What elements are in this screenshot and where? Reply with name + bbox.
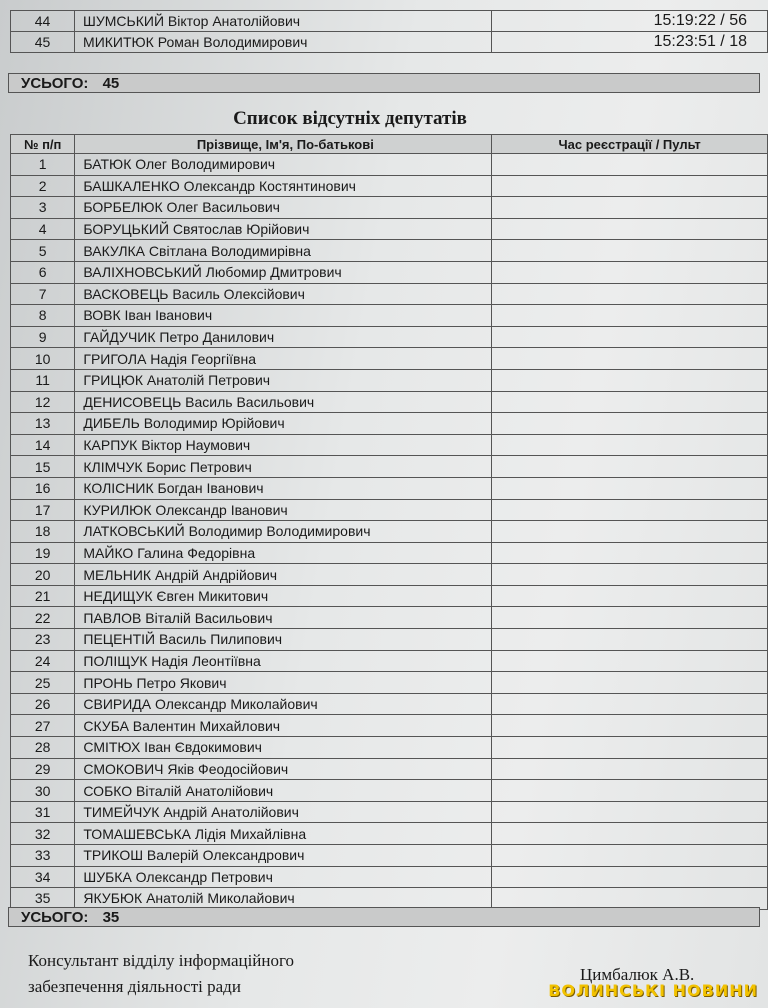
row-name: ГРИГОЛА Надія Георгіївна [75, 348, 492, 370]
row-name: ПАВЛОВ Віталій Васильович [75, 607, 492, 629]
row-number: 16 [11, 477, 75, 499]
absent-row [11, 175, 768, 197]
row-time [492, 154, 768, 176]
row-name: ТИМЕЙЧУК Андрій Анатолійович [75, 801, 492, 823]
row-time [492, 737, 768, 759]
row-time [492, 823, 768, 845]
row-time [492, 175, 768, 197]
absent-row [11, 197, 768, 219]
row-number: 28 [11, 737, 75, 759]
absent-row [11, 261, 768, 283]
row-name: ЯКУБЮК Анатолій Миколайович [75, 888, 492, 910]
absent-total-label: УСЬОГО: [21, 909, 89, 926]
row-time [492, 650, 768, 672]
absent-total [8, 907, 760, 927]
row-time [492, 240, 768, 262]
absent-row [11, 758, 768, 780]
row-name: БОРУЦЬКИЙ Святослав Юрійович [75, 218, 492, 240]
absent-row [11, 672, 768, 694]
row-number: 23 [11, 629, 75, 651]
row-time: 15:23:51 / 18 [491, 32, 767, 53]
row-time [492, 218, 768, 240]
row-time [492, 758, 768, 780]
registered-table-tail [10, 10, 768, 53]
absent-row [11, 542, 768, 564]
row-number: 31 [11, 801, 75, 823]
signature-name: Цимбалюк А.В. [580, 965, 695, 984]
row-number: 6 [11, 261, 75, 283]
row-time [492, 542, 768, 564]
row-number: 22 [11, 607, 75, 629]
row-name: ТРИКОШ Валерій Олександрович [75, 845, 492, 867]
absent-row [11, 823, 768, 845]
row-number: 19 [11, 542, 75, 564]
row-name: БАШКАЛЕНКО Олександр Костянтинович [75, 175, 492, 197]
row-number: 20 [11, 564, 75, 586]
signature-position-line1: Консультант відділу інформаційного [28, 951, 295, 970]
row-name: ШУМСЬКИЙ Віктор Анатолійович [75, 11, 492, 32]
row-time [492, 369, 768, 391]
absent-row [11, 801, 768, 823]
row-time [492, 564, 768, 586]
row-time [492, 434, 768, 456]
absent-row [11, 564, 768, 586]
row-time [492, 305, 768, 327]
row-time [492, 715, 768, 737]
registered-row [11, 32, 768, 53]
row-name: ВАСКОВЕЦЬ Василь Олексійович [75, 283, 492, 305]
row-number: 30 [11, 780, 75, 802]
header-time: Час реєстрації / Пульт [492, 135, 768, 154]
absent-row [11, 521, 768, 543]
absent-row [11, 629, 768, 651]
row-number: 27 [11, 715, 75, 737]
header-num: № п/п [11, 135, 75, 154]
row-number: 2 [11, 175, 75, 197]
signature-position-line2: забезпечення діяльності ради [28, 977, 241, 996]
row-time [492, 607, 768, 629]
row-number: 5 [11, 240, 75, 262]
absent-row [11, 348, 768, 370]
row-time [492, 197, 768, 219]
absent-row [11, 305, 768, 327]
row-time [492, 456, 768, 478]
absent-row [11, 477, 768, 499]
row-number: 12 [11, 391, 75, 413]
row-name: ВОВК Іван Іванович [75, 305, 492, 327]
row-number: 35 [11, 888, 75, 910]
row-name: СВИРИДА Олександр Миколайович [75, 693, 492, 715]
row-number: 4 [11, 218, 75, 240]
row-name: ВАЛІХНОВСЬКИЙ Любомир Дмитрович [75, 261, 492, 283]
row-time [492, 413, 768, 435]
row-name: МИКИТЮК Роман Володимирович [75, 32, 492, 53]
row-number: 17 [11, 499, 75, 521]
row-number: 33 [11, 845, 75, 867]
row-name: ДИБЕЛЬ Володимир Юрійович [75, 413, 492, 435]
row-number: 14 [11, 434, 75, 456]
row-time [492, 283, 768, 305]
absent-table-header [11, 135, 768, 154]
row-name: ВАКУЛКА Світлана Володимирівна [75, 240, 492, 262]
row-name: КОЛІСНИК Богдан Іванович [75, 477, 492, 499]
row-name: ПОЛІЩУК Надія Леонтіївна [75, 650, 492, 672]
absent-row [11, 866, 768, 888]
row-time [492, 629, 768, 651]
row-time [492, 348, 768, 370]
row-number: 15 [11, 456, 75, 478]
row-number: 45 [11, 32, 75, 53]
absent-row [11, 326, 768, 348]
absent-row [11, 650, 768, 672]
row-name: ШУБКА Олександр Петрович [75, 866, 492, 888]
absent-list-title: Список відсутніх депутатів [233, 108, 467, 129]
row-name: СМІТЮХ Іван Євдокимович [75, 737, 492, 759]
registered-row [11, 11, 768, 32]
row-number: 3 [11, 197, 75, 219]
row-number: 13 [11, 413, 75, 435]
row-name: МЕЛЬНИК Андрій Андрійович [75, 564, 492, 586]
absent-row [11, 283, 768, 305]
absent-row [11, 499, 768, 521]
registered-total-value: 45 [102, 75, 120, 92]
absent-row [11, 780, 768, 802]
row-name: ПРОНЬ Петро Якович [75, 672, 492, 694]
row-number: 44 [11, 11, 75, 32]
absent-row [11, 154, 768, 176]
row-time [492, 693, 768, 715]
row-name: ГРИЦЮК Анатолій Петрович [75, 369, 492, 391]
row-time [492, 261, 768, 283]
row-number: 9 [11, 326, 75, 348]
row-name: ПЕЦЕНТІЙ Василь Пилипович [75, 629, 492, 651]
row-number: 34 [11, 866, 75, 888]
row-time [492, 477, 768, 499]
row-name: КУРИЛЮК Олександр Іванович [75, 499, 492, 521]
row-number: 29 [11, 758, 75, 780]
row-name: КЛІМЧУК Борис Петрович [75, 456, 492, 478]
absent-row [11, 456, 768, 478]
absent-row [11, 413, 768, 435]
absent-table-body [11, 154, 768, 910]
watermark: ВОЛИНСЬКІ НОВИНИ [548, 981, 758, 1000]
absent-row [11, 693, 768, 715]
row-number: 26 [11, 693, 75, 715]
row-time [492, 780, 768, 802]
row-name: ТОМАШЕВСЬКА Лідія Михайлівна [75, 823, 492, 845]
row-number: 25 [11, 672, 75, 694]
row-time [492, 845, 768, 867]
row-name: БАТЮК Олег Володимирович [75, 154, 492, 176]
registered-total-label: УСЬОГО: [21, 75, 89, 92]
row-name: НЕДИЩУК Євген Микитович [75, 585, 492, 607]
row-number: 7 [11, 283, 75, 305]
row-time [492, 801, 768, 823]
row-number: 8 [11, 305, 75, 327]
row-name: СКУБА Валентин Михайлович [75, 715, 492, 737]
row-number: 24 [11, 650, 75, 672]
row-name: ЛАТКОВСЬКИЙ Володимир Володимирович [75, 521, 492, 543]
absent-row [11, 715, 768, 737]
absent-row [11, 391, 768, 413]
signature-position [28, 948, 294, 1000]
absent-row [11, 434, 768, 456]
row-time [492, 672, 768, 694]
row-number: 21 [11, 585, 75, 607]
absent-row [11, 240, 768, 262]
registered-table-body [11, 11, 768, 53]
absent-total-value: 35 [102, 909, 120, 926]
row-name: ГАЙДУЧИК Петро Данилович [75, 326, 492, 348]
row-number: 10 [11, 348, 75, 370]
absent-row [11, 585, 768, 607]
row-number: 32 [11, 823, 75, 845]
row-time [492, 866, 768, 888]
row-name: МАЙКО Галина Федорівна [75, 542, 492, 564]
row-name: СМОКОВИЧ Яків Феодосійович [75, 758, 492, 780]
row-name: ДЕНИСОВЕЦЬ Василь Васильович [75, 391, 492, 413]
row-name: БОРБЕЛЮК Олег Васильович [75, 197, 492, 219]
row-number: 1 [11, 154, 75, 176]
absent-row [11, 737, 768, 759]
absent-row [11, 845, 768, 867]
row-time [492, 499, 768, 521]
row-time [492, 391, 768, 413]
row-name: КАРПУК Віктор Наумович [75, 434, 492, 456]
row-time [492, 585, 768, 607]
header-name: Прізвище, Ім'я, По-батькові [75, 135, 492, 154]
row-time [492, 326, 768, 348]
row-time [492, 521, 768, 543]
row-number: 18 [11, 521, 75, 543]
row-number: 11 [11, 369, 75, 391]
row-name: СОБКО Віталій Анатолійович [75, 780, 492, 802]
registered-total [8, 73, 760, 93]
row-time: 15:19:22 / 56 [491, 11, 767, 32]
absent-row [11, 218, 768, 240]
absent-row [11, 607, 768, 629]
absent-table [10, 134, 768, 910]
absent-row [11, 369, 768, 391]
